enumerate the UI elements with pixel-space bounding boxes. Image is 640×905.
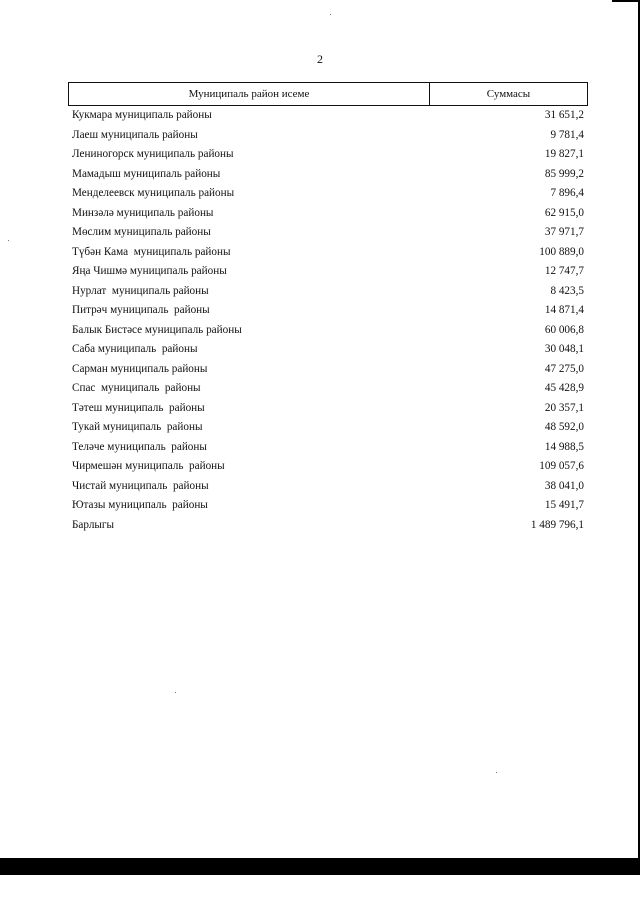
district-name: Тәтеш муниципаль районы bbox=[72, 401, 205, 414]
table-row bbox=[72, 106, 584, 126]
scan-speck bbox=[175, 692, 176, 693]
district-sum: 45 428,9 bbox=[544, 382, 584, 394]
district-sum: 109 057,6 bbox=[539, 460, 584, 472]
district-sum: 8 423,5 bbox=[550, 284, 584, 297]
district-sum: 31 651,2 bbox=[544, 109, 584, 121]
district-sum: 30 048,1 bbox=[544, 343, 584, 355]
district-name: Мөслим муниципаль районы bbox=[72, 226, 211, 238]
district-name: Лаеш муниципаль районы bbox=[72, 128, 198, 141]
total-row bbox=[72, 516, 584, 536]
district-sum: 14 988,5 bbox=[544, 440, 584, 453]
district-name: Минзәлә муниципаль районы bbox=[72, 206, 214, 219]
district-name: Яңа Чишмә муниципаль районы bbox=[72, 265, 227, 277]
table-row bbox=[72, 321, 584, 341]
table-row bbox=[72, 223, 584, 243]
district-name: Мамадыш муниципаль районы bbox=[72, 167, 221, 180]
scan-bottom-bar bbox=[0, 858, 640, 875]
district-sum: 37 971,7 bbox=[544, 226, 584, 238]
table-row bbox=[72, 243, 584, 263]
district-name: Балык Бистәсе муниципаль районы bbox=[72, 323, 242, 336]
district-name: Менделеевск муниципаль районы bbox=[72, 187, 235, 199]
scan-speck bbox=[8, 240, 9, 241]
district-name: Спас муниципаль районы bbox=[72, 382, 201, 394]
district-sum: 100 889,0 bbox=[539, 245, 584, 258]
district-sum: 20 357,1 bbox=[544, 401, 584, 414]
district-name: Питрәч муниципаль районы bbox=[72, 304, 210, 316]
district-name: Чирмешән муниципаль районы bbox=[72, 460, 225, 472]
district-name: Тукай муниципаль районы bbox=[72, 421, 203, 433]
district-sum: 85 999,2 bbox=[544, 167, 584, 180]
district-name: Ютазы муниципаль районы bbox=[72, 499, 208, 511]
table-row bbox=[72, 438, 584, 458]
district-sum: 62 915,0 bbox=[544, 206, 584, 219]
table-row bbox=[72, 477, 584, 497]
table-header bbox=[68, 82, 588, 106]
total-label: Барлыгы bbox=[72, 518, 115, 531]
district-sum: 47 275,0 bbox=[544, 362, 584, 375]
district-name: Кукмара муниципаль районы bbox=[72, 109, 212, 121]
district-name: Чистай муниципаль районы bbox=[72, 479, 209, 492]
district-name: Саба муниципаль районы bbox=[72, 343, 198, 355]
district-name: Нурлат муниципаль районы bbox=[72, 284, 209, 297]
district-sum: 7 896,4 bbox=[550, 187, 584, 199]
district-sum: 12 747,7 bbox=[544, 265, 584, 277]
district-sum: 38 041,0 bbox=[544, 479, 584, 492]
district-sum: 19 827,1 bbox=[544, 148, 584, 160]
district-sum: 60 006,8 bbox=[544, 323, 584, 336]
district-sum: 14 871,4 bbox=[544, 304, 584, 316]
table-row bbox=[72, 457, 584, 477]
table-row bbox=[72, 379, 584, 399]
table-row bbox=[72, 165, 584, 185]
district-sum: 9 781,4 bbox=[550, 128, 584, 141]
district-sum: 48 592,0 bbox=[544, 421, 584, 433]
table-row bbox=[72, 340, 584, 360]
table-row bbox=[72, 145, 584, 165]
page-number: 2 bbox=[317, 52, 323, 66]
district-sum: 15 491,7 bbox=[544, 499, 584, 511]
table-row bbox=[72, 282, 584, 302]
district-name: Сарман муниципаль районы bbox=[72, 362, 208, 375]
table-row bbox=[72, 184, 584, 204]
district-name: Түбән Кама муниципаль районы bbox=[72, 245, 231, 258]
table-row bbox=[72, 126, 584, 146]
scan-speck bbox=[496, 772, 497, 773]
table-row bbox=[72, 204, 584, 224]
table-row bbox=[72, 496, 584, 516]
table-row bbox=[72, 301, 584, 321]
table-row bbox=[72, 360, 584, 380]
table-row bbox=[72, 418, 584, 438]
table-row bbox=[72, 399, 584, 419]
district-name: Лениногорск муниципаль районы bbox=[72, 148, 234, 160]
table-body bbox=[72, 106, 584, 535]
district-name: Теләче муниципаль районы bbox=[72, 440, 207, 453]
scan-speck bbox=[330, 14, 331, 15]
column-header-name: Муниципаль район исеме bbox=[69, 83, 430, 105]
table-row bbox=[72, 262, 584, 282]
scan-edge-mark bbox=[612, 0, 640, 2]
total-sum: 1 489 796,1 bbox=[530, 518, 584, 531]
column-header-sum: Суммасы bbox=[486, 88, 531, 100]
